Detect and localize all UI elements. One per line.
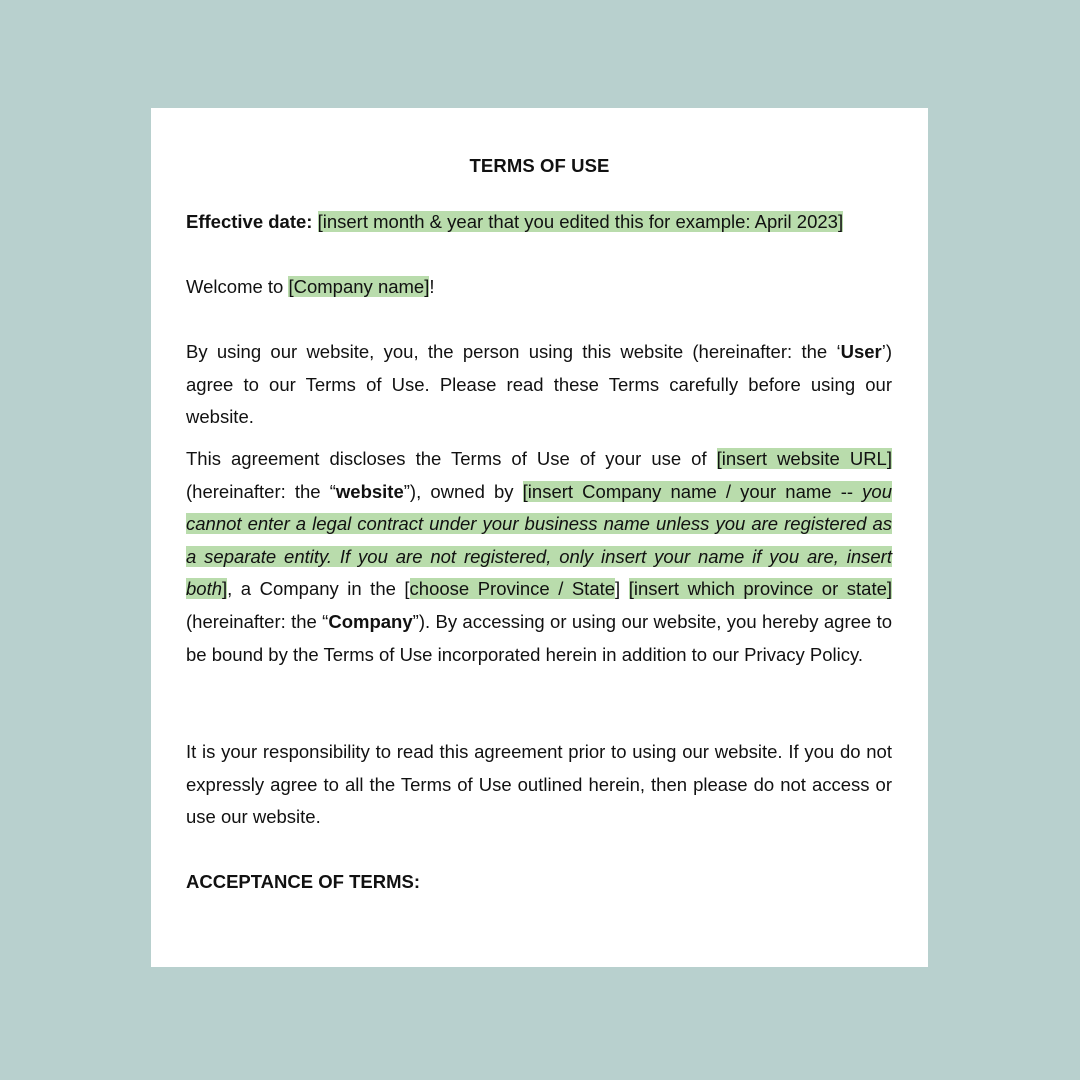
agreement-text-2: (hereinafter: the “ [186,480,336,502]
welcome-paragraph [186,271,892,304]
agreement-text-1: This agreement discloses the Terms of Use of your use of [186,448,717,469]
company-name-placeholder: [Company name] [288,276,430,297]
using-paragraph [186,336,892,434]
using-text-1: By using our website, you, the person using this website (hereinafter: the ‘ [186,341,841,362]
effective-date-label: Effective date: [186,211,313,232]
using-text-2: ’) agree to our Terms of Use. Please read these Terms carefully before using our website. [186,341,892,428]
owner-note: you cannot enter a legal contract under your business name unless you are registered as a separate entity. If you are not registered, only insert your name if you are, insert both [186,480,892,600]
province-placeholder: [insert which province or state] [628,578,893,600]
user-term: User [840,341,882,362]
responsibility-paragraph: It is your responsibility to read this agreement prior to using our website. If you do not expressly agree to all the Terms of Use outlined herein, then please do not access or use our website. [186,741,892,828]
acceptance-heading: ACCEPTANCE OF TERMS: [186,871,420,892]
agreement-text-3: ”), owned by [403,480,523,502]
agreement-paragraph [186,443,892,671]
province-choice-placeholder: choose Province / State [409,578,616,600]
owner-close: ] [222,578,228,600]
agreement-text-7: ”). By accessing or using our website, you hereby agree to be bound by the Terms of Use incorporated herein in addition to our Privacy Policy. [186,610,893,665]
document-page [151,108,928,967]
effective-date-paragraph [186,206,892,239]
company-term: Company [328,610,413,632]
effective-date-placeholder: [insert month & year that you edited this for example: April 2023] [317,211,844,232]
owner-placeholder-text: [insert Company name / your name -- [522,480,863,502]
agreement-text-6: (hereinafter: the “ [186,610,329,632]
agreement-text-5: ] [615,578,629,600]
website-url-placeholder: [insert website URL] [716,448,892,469]
welcome-prefix: Welcome to [186,276,289,297]
welcome-suffix: ! [429,276,435,297]
document-title: TERMS OF USE [469,155,610,176]
agreement-text-4: , a Company in the [ [227,578,410,600]
website-term: website [335,480,404,502]
